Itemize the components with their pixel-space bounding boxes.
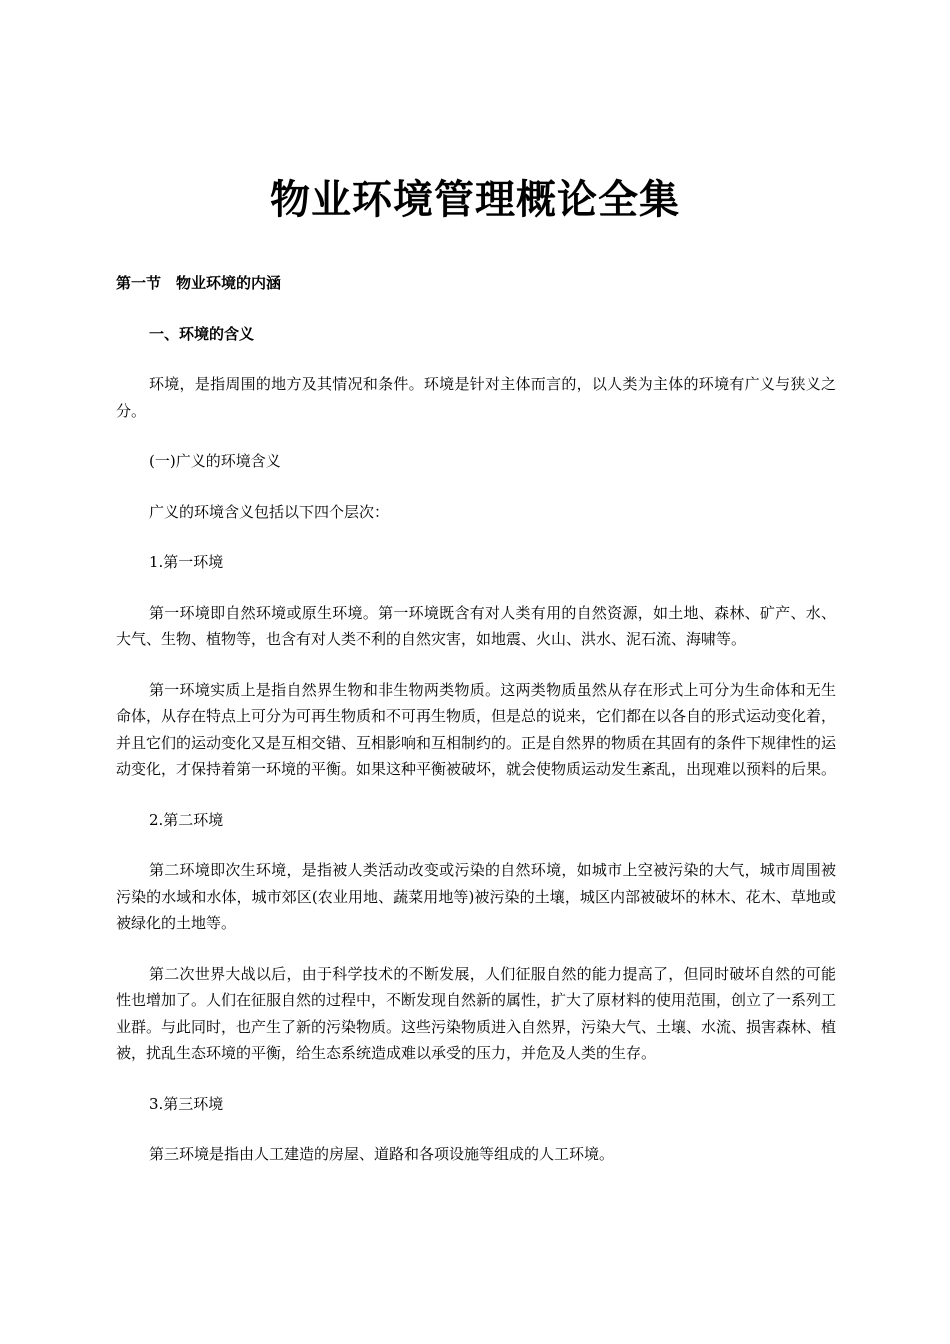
paragraph-definition: 环境，是指周围的地方及其情况和条件。环境是针对主体而言的，以人类为主体的环境有广义与狭义之分。 [116,375,836,420]
heading-third-environment: 3.第三环境 [149,1094,224,1113]
paragraph-second-environment: 第二环境即次生环境，是指被人类活动改变或污染的自然环境，如城市上空被污染的大气，城市周围被污染的水域和水体，城市郊区(农业用地、蔬菜用地等)被污染的土壤，城区内部被破坏的林木、花木、草地或被绿化的土地等。 [116,861,836,932]
heading-broad-meaning: (一)广义的环境含义 [149,452,281,470]
heading-second-environment: 2.第二环境 [149,810,224,829]
paragraph-third-environment: 第三环境是指由人工建造的房屋、道路和各项设施等组成的人工环境。 [149,1145,615,1163]
paragraph-postwar-development: 第二次世界大战以后，由于科学技术的不断发展，人们征服自然的能力提高了，但同时破坏自然的可能性也增加了。人们在征服自然的过程中，不断发现自然新的属性，扩大了原材料的使用范围，创立了一系列工业群。与此同时，也产生了新的污染物质。这些污染物质进入自然界，污染大气、土壤、水流、损害森林、植被，扰乱生态环境的平衡，给生态系统造成难以承受的压力，并危及人类的生存。 [116,964,837,1062]
section-heading: 第一节 物业环境的内涵 [116,274,282,292]
document-body [116,270,836,1192]
paragraph-first-environment: 第一环境即自然环境或原生环境。第一环境既含有对人类有用的自然资源，如土地、森林、矿产、水、大气、生物、植物等，也含有对人类不利的自然灾害，如地震、火山、洪水、泥石流、海啸等。 [116,603,836,648]
document-title: 物业环境管理概论全集 [270,177,680,223]
subheading-environment-meaning: 一、环境的含义 [149,324,255,343]
paragraph-first-environment-essence: 第一环境实质上是指自然界生物和非生物两类物质。这两类物质虽然从存在形式上可分为生命体和无生命体，从存在特点上可分为可再生物质和不可再生物质，但是总的说来，它们都在以各自的形式运动变化着，并且它们的运动变化又是互相交错、互相影响和互相制约的。正是自然界的物质在其固有的条件下规律性的运动变化，才保持着第一环境的平衡。如果这种平衡被破坏，就会使物质运动发生紊乱，出现难以预料的后果。 [116,680,837,778]
paragraph-four-levels: 广义的环境含义包括以下四个层次： [149,502,390,521]
heading-first-environment: 1.第一环境 [149,553,224,571]
